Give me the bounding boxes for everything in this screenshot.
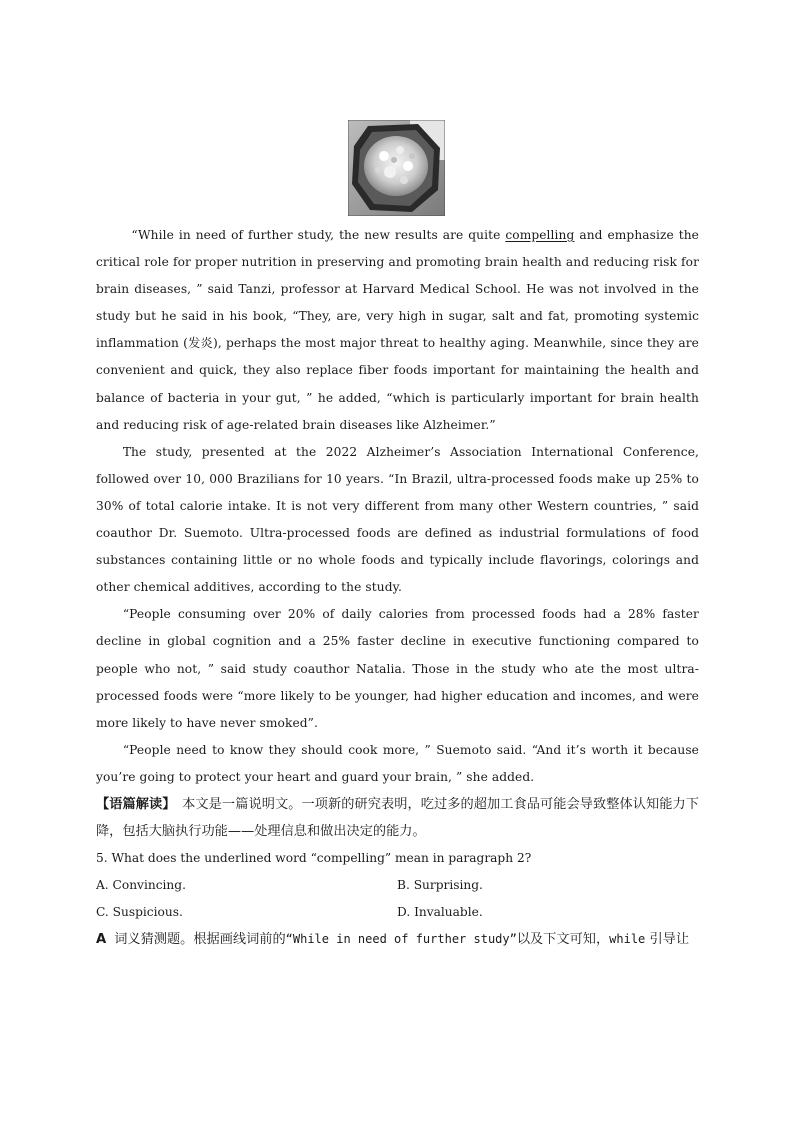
answer-explanation [96, 926, 699, 953]
option-d: D. Invaluable. [397, 904, 483, 919]
option-c: C. Suspicious. [96, 904, 183, 919]
answer-word: while [609, 931, 646, 946]
option-a: A. Convincing. [96, 877, 186, 892]
answer-part-3: 引导让 [645, 931, 690, 947]
answer-options [96, 872, 699, 926]
analysis-text: 本文是一篇说明文。一项新的研究表明，吃过多的超加工食品可能会导致整体认知能力下降，包括大脑执行功能——处理信息和做出决定的能力。 [96, 796, 699, 839]
paragraph-5: “People need to know they should cook more, ” Suemoto said. “And it’s worth it because you’re going to protect your heart and guard your brain, ” she added. [96, 742, 699, 784]
option-b: B. Surprising. [397, 877, 483, 892]
underlined-word: compelling [505, 228, 575, 242]
paragraph-2-lead: “While in need of further study, the new results are quite [131, 228, 506, 242]
paragraph-3: The study, presented at the 2022 Alzheimer’s Association International Conference, followed over 10, 000 Brazilians for 10 years. “In Brazil, ultra-processed foods make up 25% to 30% of total calorie intake. It is not very different from many other Western countries, ” said coauthor Dr. Suemoto. Ultra-processed foods are defined as industrial formulations of food substances containing little or no whole foods and typically include flavorings, colorings and other chemical additives, according to the study. [96, 444, 699, 595]
paragraph-2 [96, 222, 699, 439]
passage-analysis [96, 791, 699, 845]
paragraph-2-rest: and emphasize the critical role for proper nutrition in preserving and promoting brain health and reducing risk for brain diseases, ” said Tanzi, professor at Harvard Medical School. He was not involved in the study but he said in his book, “They, are, very high in sugar, salt and fat, promoting systemic inflammation (发炎), perhaps the most major threat to healthy aging. Meanwhile, since they are convenient and quick, they also replace fiber foods important for maintaining the health and balance of bacteria in your gut, ” he added, “which is particularly important for brain health and reducing risk of age-related brain diseases like Alzheimer.” [96, 228, 699, 432]
question-stem: 5. What does the underlined word “compelling” mean in paragraph 2? [96, 850, 532, 865]
food-plate-photo-icon [348, 120, 445, 216]
answer-letter: A [96, 931, 107, 947]
article-body [96, 222, 699, 953]
paragraph-4: “People consuming over 20% of daily calories from processed foods had a 28% faster decline in global cognition and a 25% faster decline in executive functioning compared to people who not, ” said study coauthor Natalia. Those in the study who ate the most ultra-processed foods were “more likely to be younger, had higher education and incomes, and were more likely to have never smoked”. [96, 607, 699, 730]
answer-quote: “While in need of further study” [285, 931, 517, 946]
analysis-tag: 【语篇解读】 [96, 796, 169, 812]
answer-part-1: 词义猜测题。根据画线词前的 [114, 931, 286, 947]
answer-part-2: 以及下文可知， [516, 931, 610, 947]
